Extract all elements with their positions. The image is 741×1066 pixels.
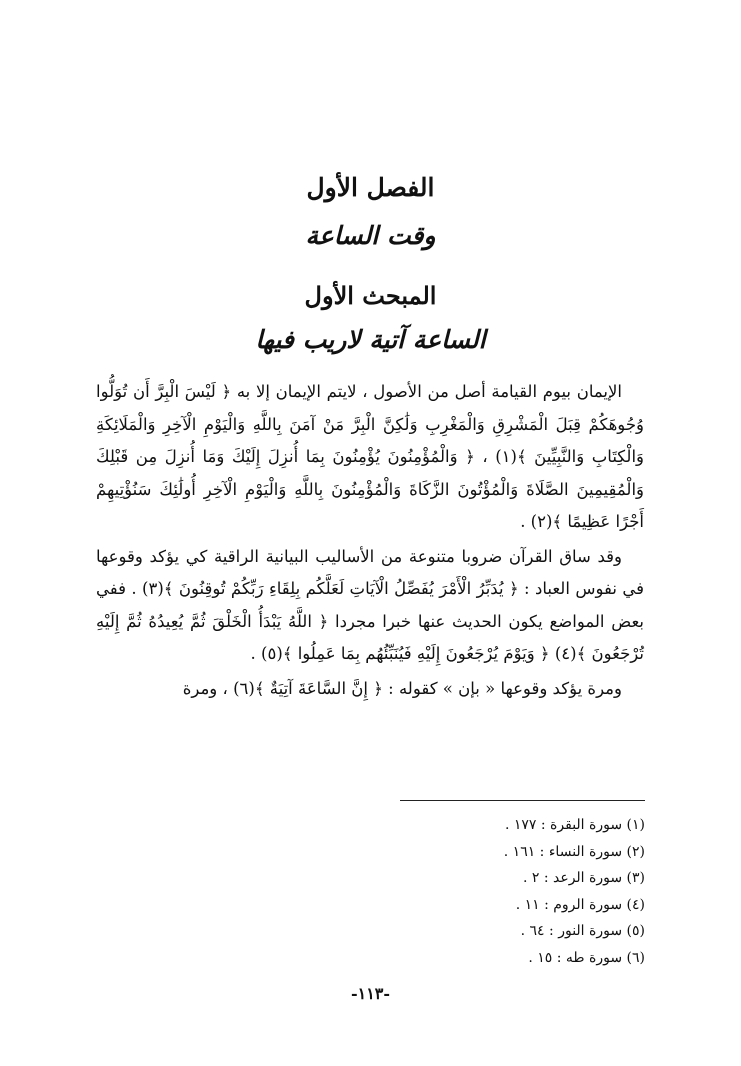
page-number: -١١٣- [350,984,391,1003]
footnote: (٥) سورة النور : ٦٤ . [520,923,645,939]
footnotes-list [300,812,645,971]
footnote: (٣) سورة الرعد : ٢ . [522,870,645,886]
section-title: المبحث الأول [304,281,437,310]
paragraph: الإيمان بيوم القيامة أصل من الأصول ، لايتم الإيمان إلا به ﴿ لَيْسَ الْبِرَّ أَن تُوَلُّوا وُجُوهَكُمْ قِبَلَ الْمَشْرِقِ وَالْمَغْرِبِ وَلَٰكِنَّ الْبِرَّ مَنْ آمَنَ بِاللَّهِ وَالْيَوْمِ الْآخِرِ وَالْمَلَائِكَةِ وَالْكِتَابِ وَالنَّبِيِّينَ ﴾(١) ، ﴿ وَالْمُؤْمِنُونَ يُؤْمِنُونَ بِمَا أُنزِلَ إِلَيْكَ وَمَا أُنزِلَ مِن قَبْلِكَ وَالْمُقِيمِينَ الصَّلَاةَ وَالْمُؤْتُونَ الزَّكَاةَ وَالْمُؤْمِنُونَ بِاللَّهِ وَالْيَوْمِ الْآخِرِ أُولَٰئِكَ سَنُؤْتِيهِمْ أَجْرًا عَظِيمًا ﴾(٢) . [96,382,644,531]
footnote-divider [400,800,645,801]
paragraph: وقد ساق القرآن ضروبا متنوعة من الأساليب البيانية الراقية كي يؤكد وقوعها في نفوس العباد : ﴿ يُدَبِّرُ الْأَمْرَ يُفَصِّلُ الْآيَاتِ لَعَلَّكُم بِلِقَاءِ رَبِّكُمْ تُوقِنُونَ ﴾(٣) . ففي بعض المواضع يكون الحديث عنها خبرا مجردا ﴿ اللَّهُ يَبْدَأُ الْخَلْقَ ثُمَّ يُعِيدُهُ ثُمَّ إِلَيْهِ تُرْجَعُونَ ﴾(٤) ﴿ وَيَوْمَ يُرْجَعُونَ إِلَيْهِ فَيُنَبِّئُهُم بِمَا عَمِلُوا ﴾(٥) . [96,546,644,663]
chapter-subtitle: وقت الساعة [305,221,436,250]
section-subtitle: الساعة آتية لاريب فيها [255,325,486,354]
headings-block [0,170,741,358]
footnote: (٤) سورة الروم : ١١ . [515,896,645,913]
paragraph: ومرة يؤكد وقوعها « بإن » كقوله : ﴿ إِنَّ السَّاعَةَ آتِيَةٌ ﴾(٦) ، ومرة [182,678,622,698]
footnote: (١) سورة البقرة : ١٧٧ . [504,817,645,833]
footnote: (٦) سورة طه : ١٥ . [528,949,645,966]
body-text [96,376,644,705]
chapter-title: الفصل الأول [306,173,435,202]
footnote: (٢) سورة النساء : ١٦١ . [503,843,645,860]
